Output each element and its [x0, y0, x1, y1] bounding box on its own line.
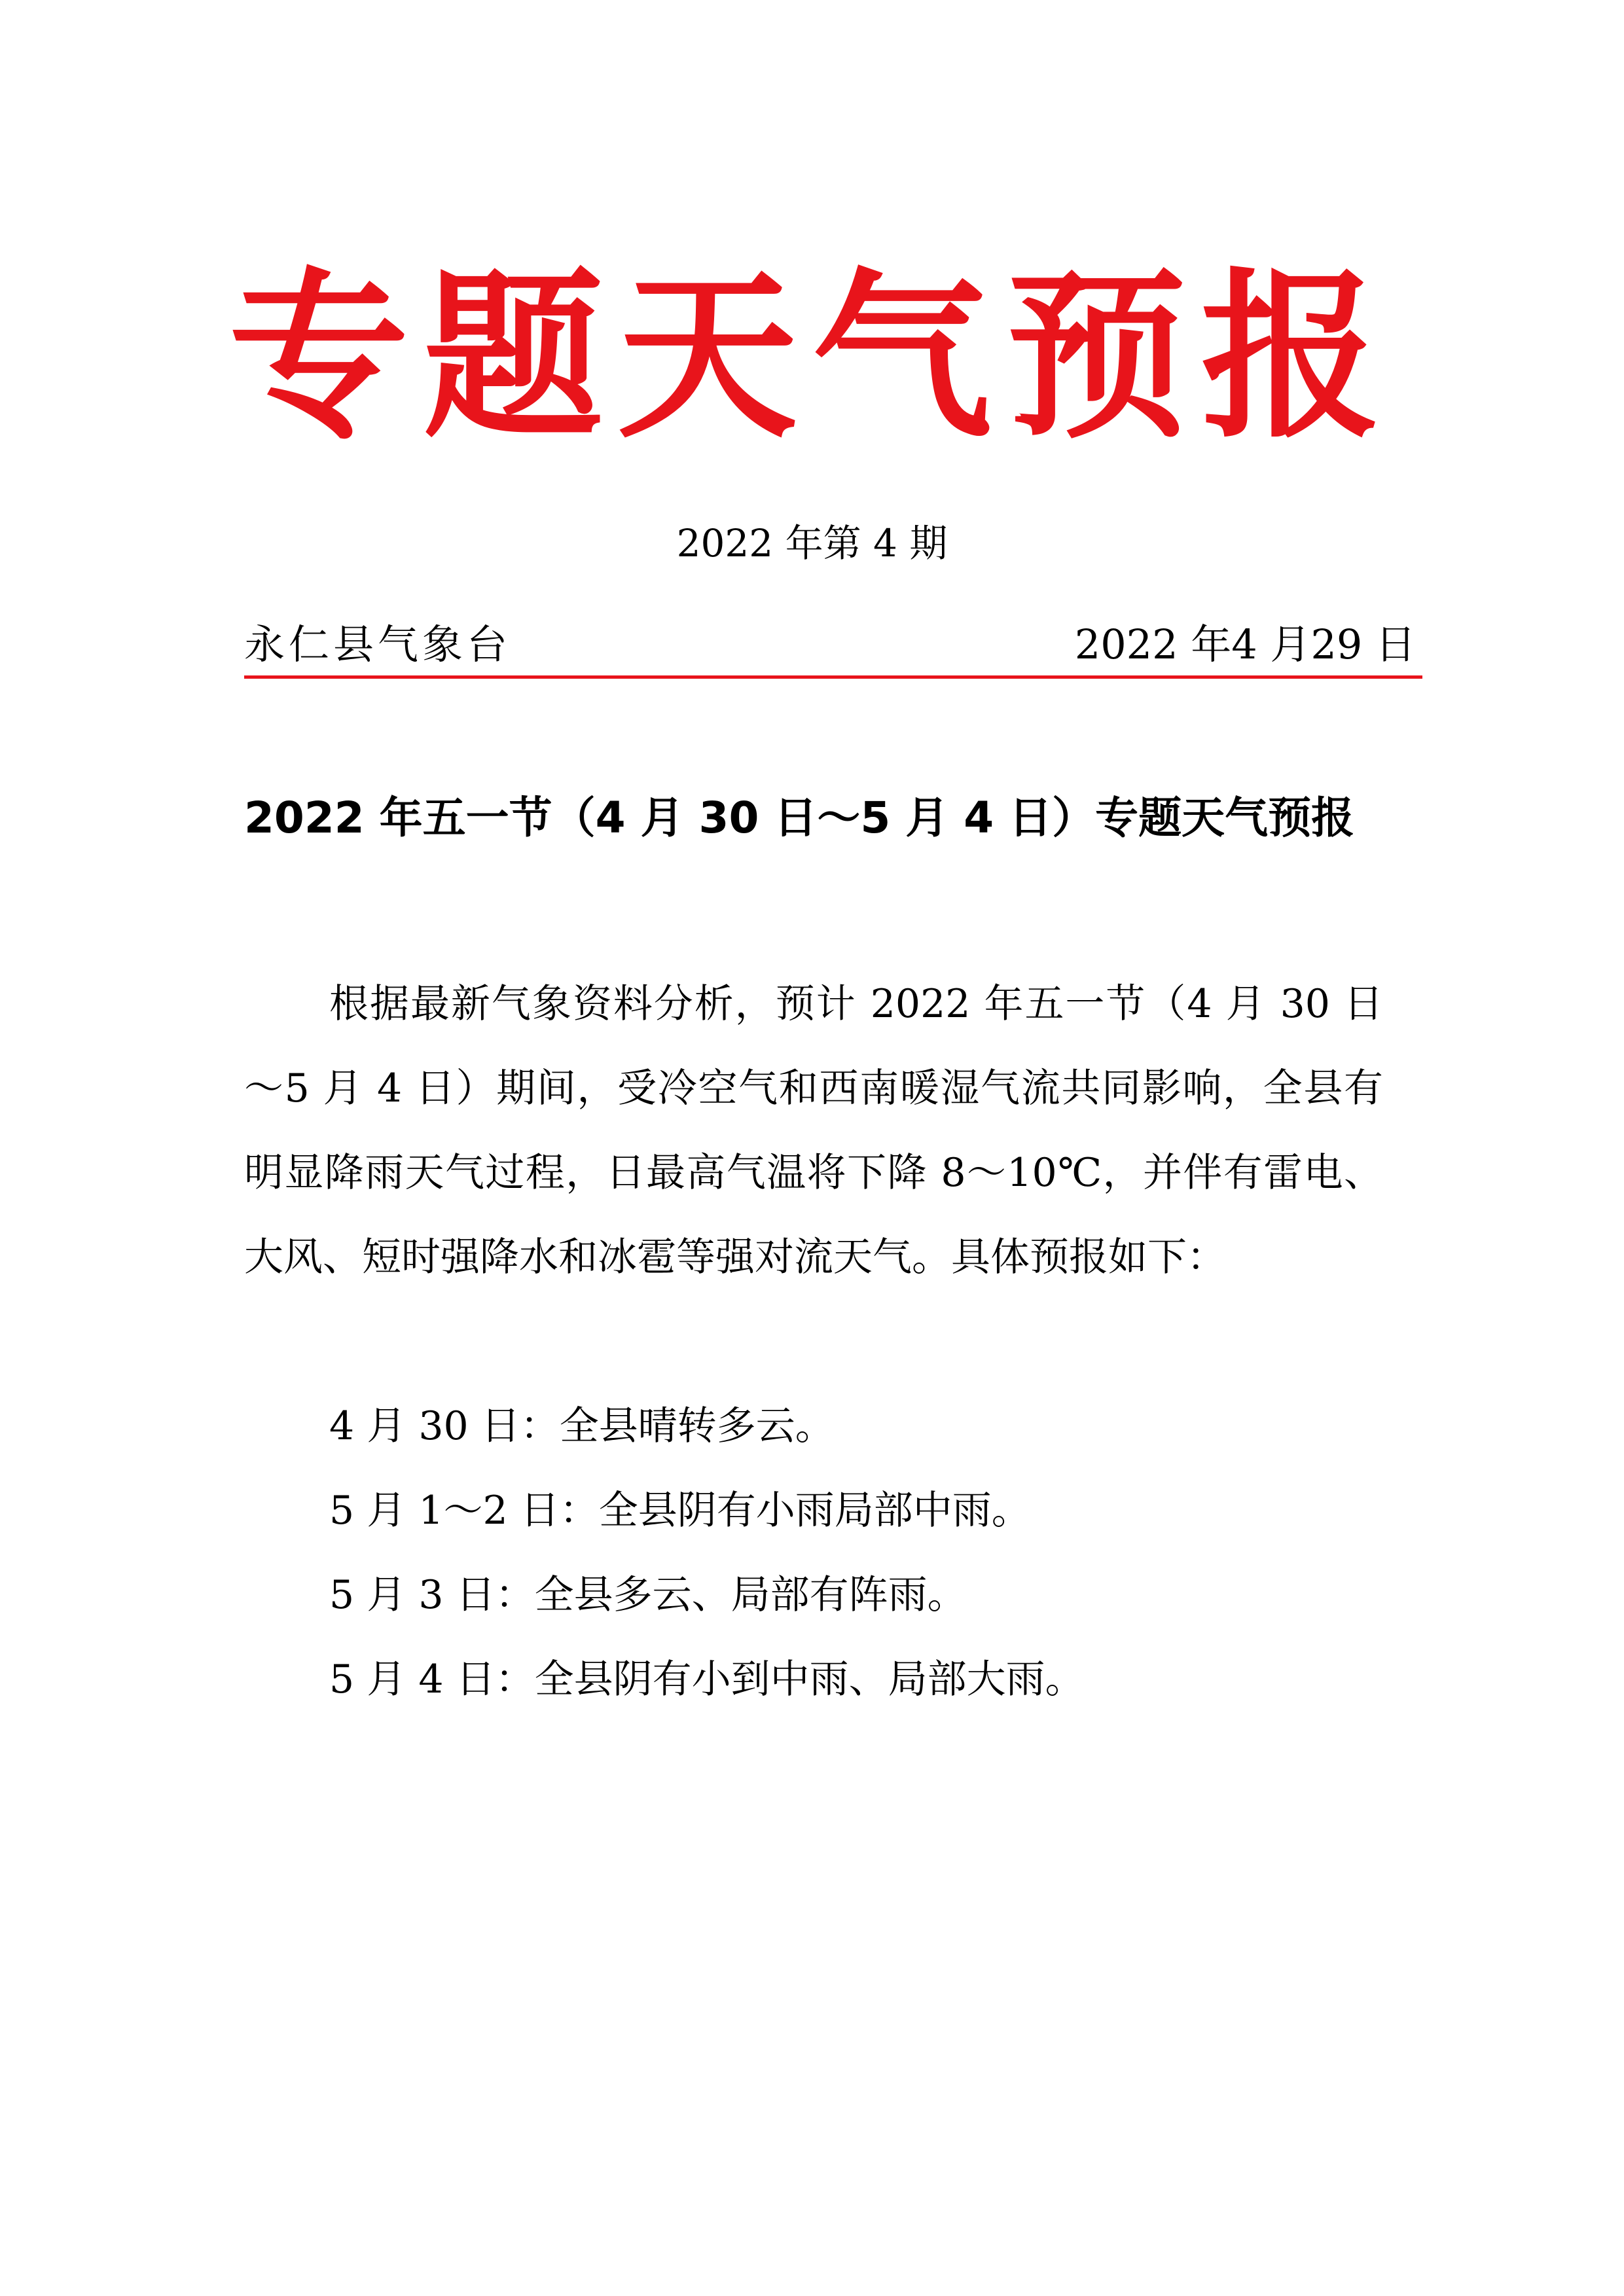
- forecast-item-may4: 5 月 4 日：全县阴有小到中雨、局部大雨。: [329, 1657, 1085, 1702]
- intro-paragraph: 根据最新气象资料分析，预计 2022 年五一节（4 月 30 日～5 月 4 日）期间，受冷空气和西南暖湿气流共同影响，全县有明显降雨天气过程，日最高气温将下降 8～10℃，并伴有雷电、大风、短时强降水和冰雹等强对流天气。具体预报如下：: [244, 981, 1383, 1280]
- forecast-list: [329, 1384, 1416, 1722]
- forecast-item-may3: 5 月 3 日：全县多云、局部有阵雨。: [329, 1572, 967, 1618]
- issue-number: 2022 年第 4 期: [676, 521, 948, 565]
- masthead-title: 专题天气预报: [228, 251, 1396, 462]
- forecast-item-may1-2: 5 月 1～2 日：全县阴有小雨局部中雨。: [329, 1488, 1031, 1534]
- issuer-row: [244, 615, 1416, 674]
- header-divider: [244, 675, 1422, 679]
- document-headline: 2022 年五一节（4 月 30 日～5 月 4 日）专题天气预报: [244, 793, 1355, 843]
- forecast-item-apr30: 4 月 30 日：全县晴转多云。: [329, 1403, 835, 1449]
- issue-date: 2022 年4 月29 日: [1074, 620, 1416, 668]
- issuer-name: 永仁县气象台: [244, 620, 512, 668]
